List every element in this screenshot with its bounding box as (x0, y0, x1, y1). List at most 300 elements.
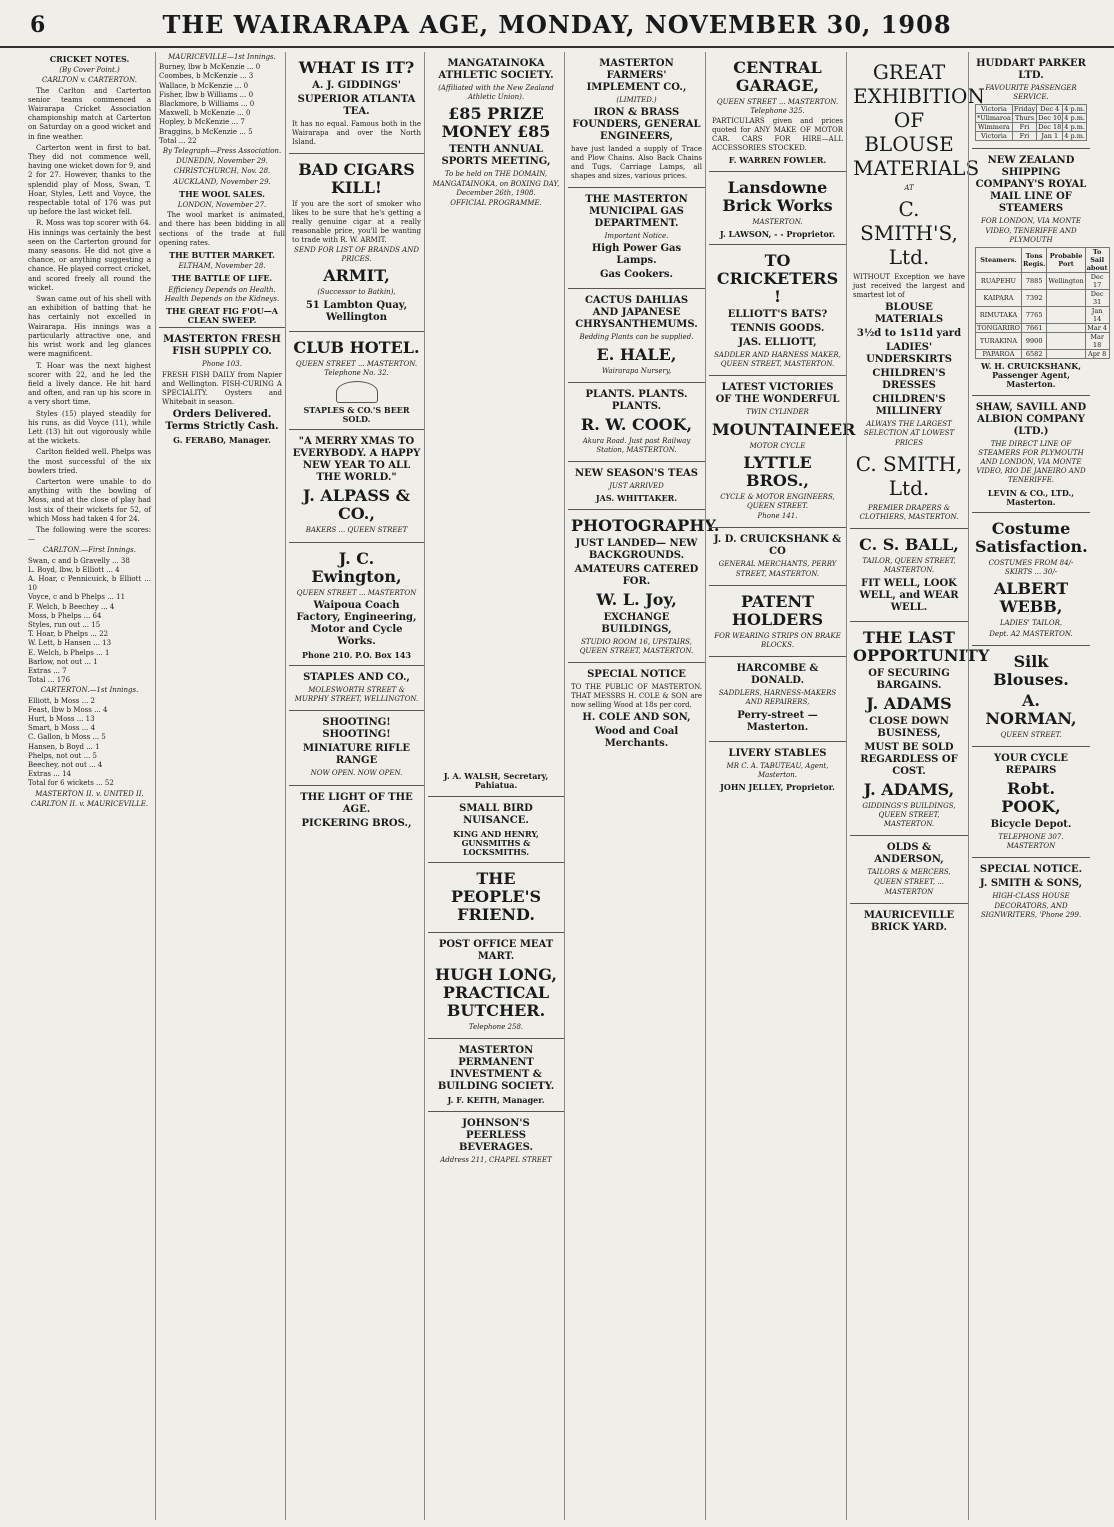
millinery-heading: CHILDREN'S MILLINERY (872, 394, 946, 418)
livery-signature: MR C. A. TABUTEAU, Agent, Masterton. (726, 761, 829, 779)
table-row (976, 307, 1110, 324)
farmers-ad (568, 52, 705, 187)
table-cell: Fri (1012, 123, 1036, 132)
gas-ad (568, 187, 705, 288)
table-cell (1047, 324, 1085, 333)
match-heading: CARLTON v. CARTERTON. (42, 76, 137, 85)
patent-ad (709, 585, 846, 656)
shaw-signature: LEVIN & CO., LTD., Masterton. (987, 487, 1075, 507)
adams2-heading: J. ADAMS, (863, 779, 955, 799)
silk-ad (972, 645, 1090, 746)
score-line: A. Hoar, c Pennicuick, b Elliott ... 10 (28, 574, 151, 593)
alpass-sub: BAKERS ... QUEEN STREET (305, 526, 408, 535)
teas-ad (568, 461, 705, 508)
armit-address: 51 Lambton Quay, Wellington (305, 299, 408, 323)
cricketers-ad (709, 244, 846, 375)
blouse-text: WITHOUT Exception we have just received the largest and smartest lot of (853, 273, 965, 300)
table-cell: KAIPARA (976, 290, 1022, 307)
photography-ad (568, 509, 720, 662)
article-paragraph: The Carlton and Carterton senior teams commenced a Wairarapa Cricket Association championship match at Carterton on Saturday on a good wicket and in fine weather. (28, 86, 151, 141)
blouse-tag: BLOUSE MATERIALS (874, 302, 944, 326)
silk-heading: Silk Blouses. (993, 651, 1069, 689)
patent-sub: FOR WEARING STRIPS ON BRAKE BLOCKS. (714, 631, 841, 650)
harcombe-address: Perry-street — Masterton. (737, 709, 818, 733)
garage-heading: CENTRAL GARAGE, (733, 58, 822, 95)
score-line: Elliott, b Moss ... 2 (28, 696, 95, 705)
score-line: Smart, b Moss ... 4 (28, 724, 96, 733)
tea-ad (289, 52, 424, 153)
table-row (976, 290, 1110, 307)
score-line: Feast, lbw b Moss ... 4 (28, 705, 108, 714)
fish-phone: Phone 103. (202, 360, 242, 369)
table-cell (1047, 333, 1085, 350)
table-cell: Dec 4 (1037, 105, 1063, 114)
score-line: Coombes, b McKenzie ... 3 (159, 72, 254, 81)
patent-heading: PATENT HOLDERS (731, 591, 824, 629)
staples-ad (289, 665, 424, 710)
garage-address: QUEEN STREET ... MASTERTON. Telephone 325. (716, 98, 839, 116)
opportunity-ad (850, 621, 990, 836)
gas-sub: High Power Gas Lamps. (591, 243, 682, 267)
huddart-ad (972, 52, 1090, 148)
column-7 (846, 52, 990, 1520)
table-cell: 4 p.m. (1064, 123, 1085, 132)
ball-sub: TAILOR, QUEEN STREET, MASTERTON. (862, 557, 956, 575)
joy-address: STUDIO ROOM 16, UPSTAIRS, QUEEN STREET, MASTERTON. (579, 637, 694, 655)
telegraph-line: By Telegraph—Press Association. (162, 147, 282, 156)
joy-heading: W. L. Joy, (596, 589, 677, 609)
table-cell: Victoria (976, 132, 1013, 141)
mountaineer-ad (709, 375, 856, 527)
huddart-sub: FAVOURITE PASSENGER SERVICE. (985, 84, 1077, 102)
fish-signature: G. FERABO, Manager. (173, 434, 271, 445)
farmers-text: have just landed a supply of Trace and Plow Chains. Also Back Chains and Tugs. Carriage Lamps, all shapes and sizes, various prices. (571, 145, 702, 181)
brick-address: MASTERTON. (752, 217, 803, 226)
teas-heading: NEW SEASON'S TEAS (575, 468, 698, 480)
blouse-heading: GREAT EXHIBITION OF BLOUSE MATERIALS (853, 60, 985, 180)
dahlias-sub: Bedding Plants can be supplied. (579, 333, 694, 342)
article-paragraph: Swan came out of his shell with an exhibition of batting that he has certainly not excelled in Wairarapa. His innings was a particularly attractive one, and his wrist work and leg glances were magnificent. (28, 295, 151, 359)
shooting-ad (289, 710, 424, 784)
table-header: Probable Port (1047, 248, 1085, 273)
column-2 (155, 52, 288, 1520)
table-cell: 6582 (1021, 350, 1046, 359)
score-line: Maxwell, b McKenzie ... 0 (159, 109, 251, 118)
cook-address: Akura Road. Just past Railway Station, MASTERTON. (582, 436, 691, 455)
battle-heading: THE BATTLE OF LIFE. (171, 273, 273, 284)
friend-heading: THE PEOPLE'S FRIEND. (450, 869, 542, 925)
table-cell: Jan 14 (1085, 307, 1109, 324)
score-total: Total ... 176 (28, 676, 71, 685)
olds-heading: OLDS & ANDERSON, (874, 842, 944, 866)
score-line: F. Welch, b Beechey ... 4 (28, 602, 115, 611)
cycle-heading: YOUR CYCLE REPAIRS (994, 753, 1068, 777)
score-line: Wallace, b McKenzie ... 0 (159, 81, 249, 90)
table-cell: Victoria (976, 105, 1013, 114)
table-cell (1047, 290, 1085, 307)
dahlias-ad (568, 288, 705, 381)
sports-signature: J. A. WALSH, Secretary, Pahiatua. (443, 771, 549, 791)
johnson-heading: JOHNSON'S PEERLESS BEVERAGES. (458, 1117, 534, 1153)
yard-heading: MAURICEVILLE BRICK YARD. (863, 909, 955, 933)
brick-works-ad (709, 171, 846, 244)
chimney-heading: THE GREAT FIG F'OU—A CLEAN SWEEP. (166, 306, 278, 326)
shooting-sub: MINIATURE RIFLE RANGE (302, 743, 411, 767)
dateline: ELTHAM, November 28. (178, 262, 266, 271)
cigars-text: If you are the sort of smoker who likes to be sure that he's getting a really genuine cigar at a really reasonable price, you'll be wanting to trade with R. W. ARMIT. (292, 200, 421, 244)
score-line: Phelps, not out ... 5 (28, 751, 97, 760)
webb-sub: LADIES' TAILOR. (999, 619, 1063, 628)
tea-heading: WHAT IS IT? (298, 58, 415, 77)
light-heading: THE LIGHT OF THE AGE. (300, 791, 413, 815)
score-line: Hopley, b McKenzie ... 7 (159, 118, 245, 127)
pickering-name: PICKERING BROS., (301, 817, 412, 829)
dahlias-heading: CACTUS DAHLIAS AND JAPANESE CHRYSANTHEMUMS. (575, 295, 698, 331)
sons-heading: J. SMITH & SONS, (979, 878, 1083, 890)
notice-heading: SPECIAL NOTICE (587, 669, 686, 681)
tennis-heading: TENNIS GOODS. (730, 323, 825, 335)
ladies-heading: LADIES' UNDERSKIRTS (866, 342, 952, 366)
table-cell: 4 p.m. (1064, 105, 1085, 114)
ewington-sub: QUEEN STREET ... MASTERTON (296, 588, 417, 597)
score-line: Swan, c and b Gravelly ... 38 (28, 556, 130, 565)
olds-sub: TAILORS & MERCERS, (867, 868, 951, 877)
pook-phone: TELEPHONE 307. MASTERTON (998, 833, 1064, 851)
shaw-savill-ad (972, 395, 1090, 512)
table-cell: RIMUTAKA (976, 307, 1022, 324)
score-line: E. Welch, b Phelps ... 1 (28, 648, 110, 657)
cruickshank-sub: GENERAL MERCHANTS, PERRY STREET, MASTERTON. (718, 560, 837, 578)
smith2-sub: PREMIER DRAPERS & CLOTHIERS, MASTERTON. (859, 503, 959, 522)
programme-text-block (431, 209, 561, 769)
birds-ad (428, 796, 564, 863)
article-paragraph: R. Moss was top scorer with 64. His innings was certainly the best seen on the Carterton ground for many seasons. He did not give a chance, or anything suggesting a chance. He played correct cricket, and scored freely all round the wicket. (28, 219, 151, 292)
lyttle-heading: LYTTLE BROS., (743, 452, 812, 490)
teas-signature: JAS. WHITTAKER. (595, 493, 678, 504)
table-cell: Dec 31 (1085, 290, 1109, 307)
photo-sub: JUST LANDED— NEW BACKGROUNDS. (575, 537, 698, 561)
nzsc-sub: FOR LONDON, VIA MONTE VIDEO, TENERIFFE AND PLYMOUTH (981, 217, 1081, 244)
costume-sub: COSTUMES FROM 84/- SKIRTS ... 30/- (988, 559, 1074, 577)
cole-heading: H. COLE AND SON, (582, 712, 691, 724)
article-paragraph: Carterton were unable to do anything with the bowling of Moss, and at the close of play had lost six of their wickets for 52, of which Moss had taken 4 for 24. (28, 477, 151, 523)
livery-ad (709, 741, 846, 798)
elliott-sub: SADDLER AND HARNESS MAKER, QUEEN STREET, MASTERTON. (714, 351, 841, 369)
adams2-sub: GIDDINGS'S BUILDINGS, QUEEN STREET, MASTERTON. (862, 801, 956, 829)
dateline: LONDON, November 27. (177, 201, 267, 210)
shooting-heading: SHOOTING! SHOOTING! (322, 717, 391, 741)
cole-sub: Wood and Coal Merchants. (594, 726, 679, 750)
score-line: Extras ... 14 (28, 770, 72, 779)
table-cell: Mar 18 (1085, 333, 1109, 350)
millinery-sub: ALWAYS THE LARGEST SELECTION AT LOWEST PRICES (863, 420, 955, 447)
fish-text: FRESH FISH DAILY from Napier and Wellington. FISH-CURING A SPECIALITY. Oysters and Whitebait in season. (162, 370, 282, 406)
jelley-signature: JOHN JELLEY, Proprietor. (720, 782, 835, 793)
page-number: 6 (30, 12, 46, 38)
nzsc-signature: W. H. CRUICKSHANK, Passenger Agent, Masterton. (980, 361, 1082, 390)
sports-title: TENTH ANNUAL SPORTS MEETING, (441, 144, 551, 168)
children-heading: CHILDREN'S DRESSES (872, 368, 946, 392)
sports-heading: MANGATAINOKA ATHLETIC SOCIETY. (438, 58, 554, 81)
table-row (976, 132, 1087, 141)
tea-brand: SUPERIOR ATLANTA TEA. (297, 94, 416, 117)
garage-text: PARTICULARS given and prices quoted for ANY MAKE OF MOTOR CAR. CARS FOR HIRE—ALL ACCESSORIES STOCKED. (712, 117, 843, 153)
huddart-heading: HUDDART PARKER LTD. (976, 58, 1086, 81)
shaw-sub: THE DIRECT LINE OF STEAMERS FOR PLYMOUTH AND LONDON, VIA MONTE VIDEO, RIO DE JANEIRO AND TENERIFFE. (976, 439, 1086, 485)
meat-mart-ad (428, 932, 564, 1038)
match-heading: CARLTON II. v. MAURICEVILLE. (30, 799, 149, 808)
cigars-heading: BAD CIGARS KILL! (298, 160, 415, 197)
article-paragraph: Styles (15) played steadily for his runs, as did Voyce (11), while Lett (13) hit out vigorously while at the wickets. (28, 409, 151, 446)
cigars-send: SEND FOR LIST OF BRANDS AND PRICES. (294, 246, 419, 264)
innings-heading: CARLTON.—First Innings. (43, 546, 136, 555)
cricket-heading: CRICKET NOTES. (49, 54, 130, 64)
cruickshank-ad (709, 527, 846, 584)
column-4 (424, 52, 567, 1520)
blouse-ad (850, 52, 985, 528)
friend-ad (428, 862, 564, 932)
ball-ad (850, 528, 968, 620)
table-cell: *Ulimaroa (977, 114, 1011, 123)
fish-supply-ad (159, 327, 285, 449)
cruickshank-heading: J. D. CRUICKSHANK & CO (713, 534, 842, 558)
adams-heading: J. ADAMS (866, 693, 952, 713)
innings-heading: CARTERTON.—1st Innings. (40, 686, 139, 695)
special-notice-2-ad (972, 857, 1090, 926)
mountaineer-sub: MOTOR CYCLE (749, 441, 806, 450)
birds-heading: SMALL BIRD NUISANCE. (459, 802, 533, 826)
twin-cylinder: TWIN CYLINDER (746, 408, 809, 417)
cigars-ad (289, 153, 424, 331)
match-heading: MASTERTON II. v. UNITED II. (35, 789, 144, 798)
special-heading: SPECIAL NOTICE. (979, 864, 1083, 876)
article-paragraph: The wool market is animated, and there has been bidding in all sections of the trade at full opening rates. (159, 211, 285, 247)
score-total: Total ... 22 (159, 136, 197, 145)
dateline: DUNEDIN, November 29. (176, 157, 268, 166)
score-total: Total for 6 wickets ... 52 (28, 779, 114, 788)
column-8 (968, 52, 1108, 1520)
table-header: To Sail about (1086, 248, 1108, 273)
score-line: Beechey, not out ... 4 (28, 761, 103, 770)
latest-heading: LATEST VICTORIES OF THE WONDERFUL (715, 382, 840, 406)
elliott-heading: JAS. ELLIOTT, (738, 337, 817, 349)
score-line: T. Hoar, b Phelps ... 22 (28, 630, 109, 639)
table-cell: 7765 (1021, 307, 1046, 324)
staples-heading: STAPLES AND CO., (303, 672, 410, 684)
table-header: Steamers. (976, 248, 1022, 273)
harcombe-sub: SADDLERS, HARNESS-MAKERS AND REPAIRERS, (718, 689, 837, 707)
score-line: Blackmore, b Williams ... 0 (159, 100, 255, 109)
plants-heading: PLANTS. PLANTS. PLANTS. (585, 388, 688, 412)
teas-sub: JUST ARRIVED (609, 482, 664, 491)
table-cell: Apr 8 (1085, 350, 1109, 359)
table-cell: Mar 4 (1087, 324, 1108, 333)
mart-heading: POST OFFICE MEAT MART. (438, 939, 554, 963)
table-row (976, 114, 1087, 123)
cycle-ad (972, 746, 1090, 857)
score-line: Voyce, c and b Phelps ... 11 (28, 593, 126, 602)
nzsc-ad (972, 148, 1108, 394)
adams-tag: CLOSE DOWN BUSINESS, (869, 715, 949, 739)
club-hotel-ad (289, 331, 424, 430)
webb-heading: ALBERT WEBB, (993, 579, 1069, 617)
alpass-ad (289, 429, 424, 541)
shooting-open: NOW OPEN. NOW OPEN. (310, 769, 403, 778)
column-5 (564, 52, 720, 1520)
ball-fit: FIT WELL, LOOK WELL, and WEAR WELL. (859, 577, 959, 613)
masthead (0, 0, 1114, 48)
johnson-ad (428, 1111, 564, 1171)
pook-sub: Bicycle Depot. (990, 819, 1072, 831)
article-paragraph: Carterton went in first to bat. They did not commence well, having one wicket down for 9, and 2 for 27. However, thanks to the splendid play of Moss, Swan, T. Hoar, Styles, Lett and Voyce, the respectable total of 176 was put up before the last wicket fell. (28, 143, 151, 217)
special-notice-ad (568, 662, 705, 757)
score-line: Styles, run out ... 15 (28, 620, 101, 629)
webb-address: Dept. A2 MASTERTON. (989, 629, 1073, 638)
ewington-ad (289, 542, 424, 665)
battle-subheading: Efficiency Depends on Health. Health Depends on the Kidneys. (164, 285, 280, 303)
article-paragraph: T. Hoar was the next highest scorer with 22, and he led the field a lively dance. He hit hard and often, and ran up his score in a very short time. (28, 361, 151, 407)
photo-heading: PHOTOGRAPHY. (571, 515, 720, 535)
lyttle-phone: Phone 141. (757, 512, 798, 521)
adams-sub: MUST BE SOLD REGARDLESS OF COST. (860, 741, 958, 777)
score-line: C. Gallon, b Moss ... 5 (28, 733, 106, 742)
table-cell: 7392 (1021, 290, 1046, 307)
mart-signature: HUGH LONG, PRACTICAL BUTCHER. (435, 965, 557, 1021)
plants-ad (568, 382, 705, 461)
brick-heading: Lansdowne Brick Works (722, 177, 833, 215)
lyttle-sub: CYCLE & MOTOR ENGINEERS, QUEEN STREET. (720, 492, 835, 511)
sports-sub: (Affiliated with the New Zealand Athletic Union). (438, 84, 554, 102)
coat-of-arms-icon (336, 381, 378, 403)
brick-yard-ad (850, 903, 968, 941)
score-line: W. Lett, b Hansen ... 13 (28, 639, 112, 648)
garage-ad (709, 52, 846, 171)
olds-ad (850, 835, 968, 903)
sailing-table (975, 104, 1087, 141)
innings-heading: MAURICEVILLE—1st Innings. (168, 53, 276, 61)
building-heading: MASTERTON PERMANENT INVESTMENT & BUILDING SOCIETY. (437, 1045, 555, 1093)
table-cell: Jan 1 (1037, 132, 1063, 141)
fish-orders: Orders Delivered. Terms Strictly Cash. (165, 408, 279, 432)
hale-sub: Wairarapa Nursery, (601, 366, 672, 375)
ewington-signature: Phone 210. P.O. Box 143 (301, 649, 412, 660)
ewington-heading: J. C. Ewington, (311, 548, 402, 586)
armit-sub: (Successor to Batkin), (317, 288, 396, 297)
ball-heading: C. S. BALL, (859, 535, 959, 555)
table-row (976, 333, 1110, 350)
table-cell: Wimmera (976, 123, 1013, 132)
brick-signature: J. LAWSON, - - Proprietor. (719, 228, 836, 239)
table-header-row (976, 248, 1110, 273)
newspaper-title: THE WAIRARAPA AGE, MONDAY, NOVEMBER 30, 1908 (162, 10, 952, 39)
cook-heading: R. W. COOK, (580, 414, 693, 434)
opportunity-heading: THE LAST OPPORTUNITY (853, 627, 990, 665)
table-row (976, 105, 1087, 114)
wool-heading: THE WOOL SALES. (179, 188, 265, 199)
johnson-address: Address 211, CHAPEL STREET (440, 1155, 552, 1164)
olds-address: QUEEN STREET, ... MASTERTON (874, 878, 944, 896)
steamer-table (975, 247, 1110, 359)
table-cell: 7885 (1021, 273, 1046, 290)
gas-cookers: Gas Cookers. (599, 269, 674, 281)
cricketers-sub: ELLIOTT'S BATS? (727, 309, 828, 321)
fish-heading: MASTERTON FRESH FISH SUPPLY CO. (163, 334, 281, 358)
score-line: Burney, lbw b McKenzie ... 0 (159, 63, 261, 72)
club-signature: STAPLES & CO.'S BEER SOLD. (303, 405, 410, 425)
farmers-sub: (LIMITED.) (616, 96, 657, 104)
score-line: L. Boyd, lbw, b Elliott ... 4 (28, 565, 120, 574)
sports-programme: OFFICIAL PROGRAMME. (450, 199, 542, 208)
table-header: Tons Regis. (1021, 248, 1046, 273)
nzsc-heading: NEW ZEALAND SHIPPING COMPANY'S ROYAL MAIL LINE OF STEAMERS (975, 155, 1087, 215)
table-cell: 4 p.m. (1064, 114, 1085, 123)
score-line: Hansen, b Boyd ... 1 (28, 742, 100, 751)
joy-sub: EXCHANGE BUILDINGS, (601, 611, 672, 635)
birds-signature: KING AND HENRY, GUNSMITHS & LOCKSMITHS. (453, 828, 539, 858)
xmas-heading: "A MERRY XMAS TO EVERYBODY. A HAPPY NEW YEAR TO ALL THE WORLD." (292, 436, 421, 484)
blouse-price: 3½d to 1s11d yard (856, 328, 962, 340)
table-cell: 9900 (1021, 333, 1046, 350)
table-cell: Wellington (1047, 273, 1085, 290)
butter-heading: THE BUTTER MARKET. (169, 250, 275, 261)
gas-heading: THE MASTERTON MUNICIPAL GAS DEPARTMENT. (585, 194, 688, 230)
table-row (976, 123, 1087, 132)
norman-heading: A. NORMAN, (985, 690, 1077, 728)
tea-text: It has no equal. Famous both in the Wairarapa and over the North Island. (292, 120, 421, 146)
harcombe-heading: HARCOMBE & DONALD. (736, 663, 819, 687)
cricket-byline: (By Cover Point.) (59, 66, 120, 75)
costume-ad (972, 512, 1090, 645)
gas-notice: Important Notice. (604, 232, 669, 241)
column-6 (705, 52, 856, 1520)
club-address: QUEEN STREET ... MASTERTON. Telephone No. 32. (295, 359, 418, 377)
pook-heading: Robt. POOK, (1001, 779, 1061, 817)
sports-prize: £85 PRIZE MONEY £85 (441, 104, 551, 142)
norman-sub: QUEEN STREET. (1000, 730, 1062, 739)
table-row (976, 273, 1110, 290)
sons-sub: HIGH-CLASS HOUSE DECORATORS, AND SIGNWRITERS, 'Phone 299. (980, 892, 1082, 919)
table-cell: Dec 17 (1085, 273, 1109, 290)
mountaineer-heading: MOUNTAINEER (712, 419, 856, 439)
score-line: Extras ... 7 (28, 667, 67, 675)
table-cell: Fri (1012, 132, 1036, 141)
alpass-heading: J. ALPASS & CO., (302, 486, 411, 524)
score-line: Hurt, b Moss ... 13 (28, 715, 95, 724)
score-line: Fisher, lbw b Williams ... 0 (159, 90, 254, 99)
table-row (976, 324, 1110, 333)
hale-heading: E. HALE, (596, 344, 677, 364)
table-cell: TONGARIRO (977, 324, 1020, 333)
table-cell: TURAKINA (976, 333, 1022, 350)
table-cell: Dec 10 (1038, 114, 1062, 123)
sports-venue: To be held on THE DOMAIN, MANGATAINOKA, on BOXING DAY, December 26th, 1908. (432, 170, 560, 197)
ewington-tag: Waipoua Coach Factory, Engineering, Motor and Cycle Works. (296, 599, 417, 647)
cricketers-heading: TO CRICKETERS ! (716, 251, 839, 307)
staples-sub: MOLESWORTH STREET & MURPHY STREET, WELLINGTON. (294, 686, 419, 704)
table-cell: RUAPEHU (976, 273, 1022, 290)
armit-name: ARMIT, (323, 266, 390, 286)
sports-ad (428, 52, 564, 796)
blouse-at: AT (904, 184, 914, 192)
table-cell (1047, 350, 1085, 359)
photo-amateurs: AMATEURS CATERED FOR. (574, 563, 699, 587)
article-paragraph: The following were the scores:— (28, 525, 151, 544)
dateline: CHRISTCHURCH, Nov. 28. (173, 167, 271, 176)
shaw-heading: SHAW, SAVILL AND ALBION COMPANY (LTD.) (975, 401, 1087, 437)
building-society-ad (428, 1038, 564, 1110)
column-1 (28, 52, 154, 1520)
score-line: Moss, b Phelps ... 64 (28, 611, 102, 620)
